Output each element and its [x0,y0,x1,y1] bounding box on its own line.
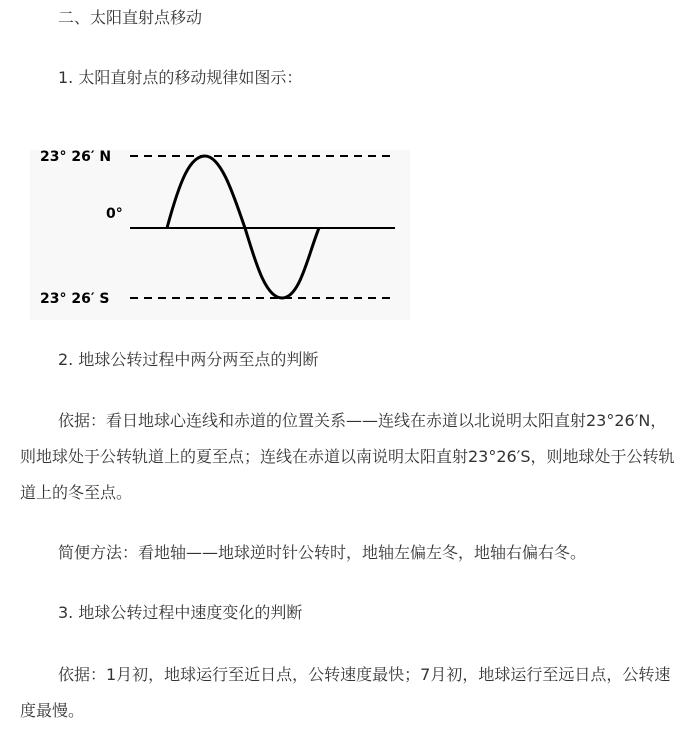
paragraph-speed: 依据：1月初，地球运行至近日点，公转速度最快；7月初，地球运行至远日点，公转速度最慢。 [20,665,671,720]
subsolar-point-diagram [30,130,410,320]
label-equator: 0° [106,206,123,222]
paragraph-basis: 依据：看日地球心连线和赤道的位置关系——连线在赤道以北说明太阳直射23°26′N，则地球处于公转轨道上的夏至点；连线在赤道以南说明太阳直射23°26′S，则地球处于公转轨道上的冬至点。 [20,411,675,502]
label-north: 23° 26′ N [40,149,112,165]
list-item-3: 3. 地球公转过程中速度变化的判断 [58,603,303,622]
paragraph-simple-method: 简便方法：看地轴——地球逆时针公转时，地轴左偏左冬，地轴右偏右冬。 [58,543,587,562]
list-item-1: 1. 太阳直射点的移动规律如图示： [58,68,303,87]
section-title: 二、太阳直射点移动 [58,8,203,27]
label-south: 23° 26′ S [40,291,110,307]
list-item-2: 2. 地球公转过程中两分两至点的判断 [58,350,319,369]
